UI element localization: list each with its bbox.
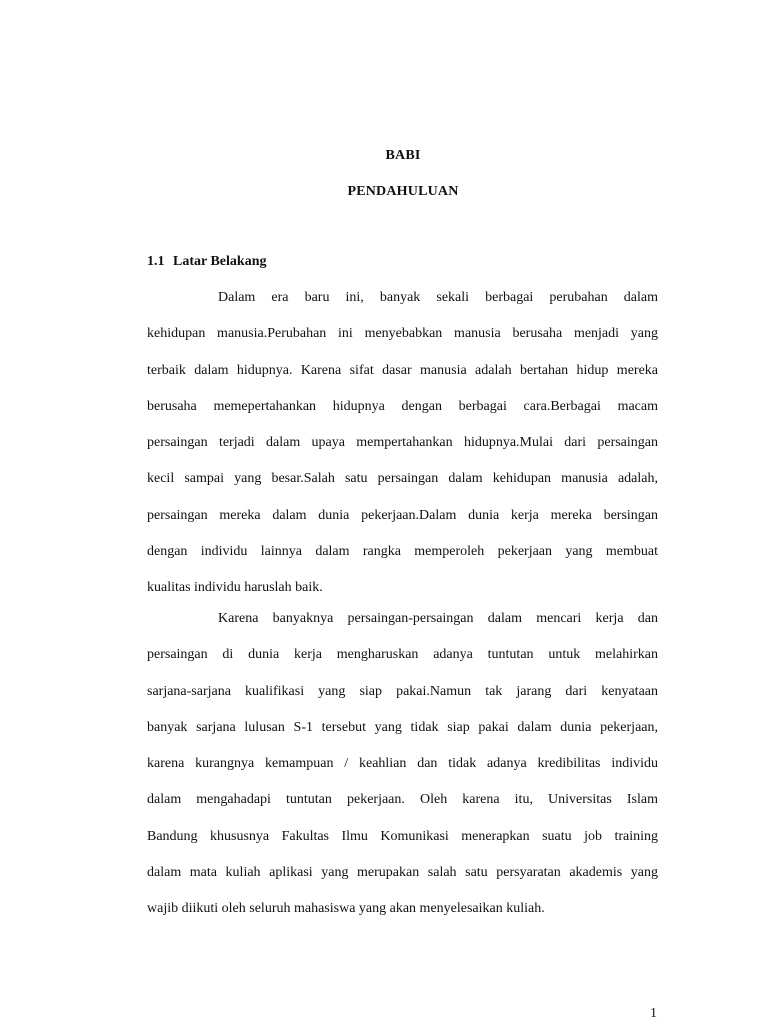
- paragraph-line: terbaik dalam hidupnya. Karena sifat dasar manusia adalah bertahan hidup mereka: [147, 362, 658, 378]
- paragraph-line: wajib diikuti oleh seluruh mahasiswa yang akan menyelesaikan kuliah.: [147, 901, 545, 917]
- chapter-title: PENDAHULUAN: [347, 184, 459, 199]
- section-heading: [147, 252, 266, 272]
- paragraph-line: persaingan mereka dalam dunia pekerjaan.Dalam dunia kerja mereka bersingan: [147, 507, 658, 523]
- paragraph-line: persaingan terjadi dalam upaya mempertahankan hidupnya.Mulai dari persaingan: [147, 435, 658, 451]
- line-text: Karena banyaknya persaingan-persaingan dalam mencari kerja dan: [218, 611, 658, 626]
- paragraph-line: Bandung khususnya Fakultas Ilmu Komunikasi menerapkan suatu job training: [147, 828, 658, 844]
- line-text: Dalam era baru ini, banyak sekali berbagai perubahan dalam: [218, 290, 658, 305]
- justified-line: [218, 609, 658, 629]
- paragraph-1: [147, 288, 658, 615]
- paragraph-line: banyak sarjana lulusan S-1 tersebut yang tidak siap pakai dalam dunia pekerjaan,: [147, 719, 658, 735]
- paragraph-line: persaingan di dunia kerja mengharuskan adanya tuntutan untuk melahirkan: [147, 647, 658, 663]
- paragraph-line: [147, 609, 658, 645]
- paragraph-line: dengan individu lainnya dalam rangka memperoleh pekerjaan yang membuat: [147, 544, 658, 560]
- chapter-label: BABI: [385, 148, 421, 163]
- paragraph-line: sarjana-sarjana kualifikasi yang siap pakai.Namun tak jarang dari kenyataan: [147, 683, 658, 699]
- justified-line: [218, 288, 658, 308]
- section-title: Latar Belakang: [173, 254, 267, 269]
- paragraph-line: kecil sampai yang besar.Salah satu persaingan dalam kehidupan manusia adalah,: [147, 471, 658, 487]
- paragraph-line: [147, 288, 658, 324]
- paragraph-line: kualitas individu haruslah baik.: [147, 580, 323, 596]
- paragraph-line: kehidupan manusia.Perubahan ini menyebabkan manusia berusaha menjadi yang: [147, 326, 658, 342]
- paragraph-line: berusaha memepertahankan hidupnya dengan berbagai cara.Berbagai macam: [147, 398, 658, 414]
- paragraph-line: dalam mata kuliah aplikasi yang merupakan salah satu persyaratan akademis yang: [147, 865, 658, 881]
- section-number: 1.1: [147, 254, 165, 269]
- paragraph-line: dalam mengahadapi tuntutan pekerjaan. Oleh karena itu, Universitas Islam: [147, 792, 658, 808]
- page-number: 1: [650, 1006, 657, 1021]
- paragraph-line: karena kurangnya kemampuan / keahlian dan tidak adanya kredibilitas individu: [147, 756, 658, 772]
- paragraph-2: [147, 609, 658, 936]
